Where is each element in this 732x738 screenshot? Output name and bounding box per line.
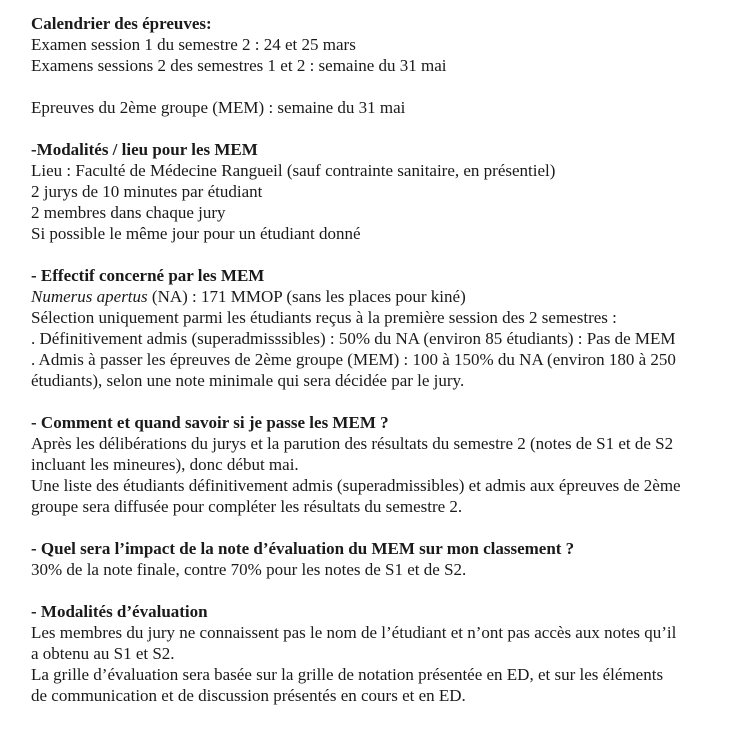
- text-line: 2 membres dans chaque jury: [31, 203, 226, 222]
- text-line: [31, 286, 724, 307]
- section-heading-impact-note: - Quel sera l’impact de la note d’évaluation du MEM sur mon classement ?: [31, 539, 575, 558]
- text-line: incluant les mineures), donc début mai.: [31, 455, 299, 474]
- text-line: 2 jurys de 10 minutes par étudiant: [31, 182, 263, 201]
- blank-line: [31, 517, 724, 538]
- text-line: de communication et de discussion présentés en cours et en ED.: [31, 686, 466, 705]
- text-line-rest: (NA) : 171 MMOP (sans les places pour kiné): [147, 287, 466, 306]
- text-line: a obtenu au S1 et S2.: [31, 644, 175, 663]
- latin-term: Numerus apertus: [31, 287, 148, 306]
- section-heading-comment-quand: - Comment et quand savoir si je passe les MEM ?: [31, 413, 389, 432]
- blank-line: [31, 580, 724, 601]
- text-line: La grille d’évaluation sera basée sur la grille de notation présentée en ED, et sur les éléments: [31, 665, 664, 684]
- section-heading-modalites-evaluation: - Modalités d’évaluation: [31, 602, 208, 621]
- text-line: Lieu : Faculté de Médecine Rangueil (sauf contrainte sanitaire, en présentiel): [31, 161, 556, 180]
- text-line: Sélection uniquement parmi les étudiants reçus à la première session des 2 semestres :: [31, 308, 617, 327]
- blank-line: [31, 244, 724, 265]
- section-heading-modalites-lieu: -Modalités / lieu pour les MEM: [31, 140, 258, 159]
- text-line: Les membres du jury ne connaissent pas le nom de l’étudiant et n’ont pas accès aux notes qu’il: [31, 623, 677, 642]
- blank-line: [31, 76, 724, 97]
- blank-line: [31, 118, 724, 139]
- section-heading-calendrier: Calendrier des épreuves:: [31, 14, 212, 33]
- text-line: . Définitivement admis (superadmisssibles) : 50% du NA (environ 85 étudiants) : Pas de MEM: [31, 329, 676, 348]
- text-line: . Admis à passer les épreuves de 2ème groupe (MEM) : 100 à 150% du NA (environ 180 à 250: [31, 350, 676, 369]
- section-heading-effectif: - Effectif concerné par les MEM: [31, 266, 265, 285]
- text-line: Une liste des étudiants définitivement admis (superadmissibles) et admis aux épreuves de 2ème: [31, 476, 681, 495]
- text-line: Si possible le même jour pour un étudiant donné: [31, 224, 361, 243]
- text-line: Examen session 1 du semestre 2 : 24 et 25 mars: [31, 35, 356, 54]
- text-line: groupe sera diffusée pour compléter les résultats du semestre 2.: [31, 497, 463, 516]
- text-line: Après les délibérations du jurys et la parution des résultats du semestre 2 (notes de S1 et de S2: [31, 434, 674, 453]
- text-line: 30% de la note finale, contre 70% pour les notes de S1 et de S2.: [31, 560, 467, 579]
- blank-line: [31, 391, 724, 412]
- text-line: Epreuves du 2ème groupe (MEM) : semaine du 31 mai: [31, 98, 406, 117]
- text-line: étudiants), selon une note minimale qui sera décidée par le jury.: [31, 371, 465, 390]
- text-line: Examens sessions 2 des semestres 1 et 2 : semaine du 31 mai: [31, 56, 447, 75]
